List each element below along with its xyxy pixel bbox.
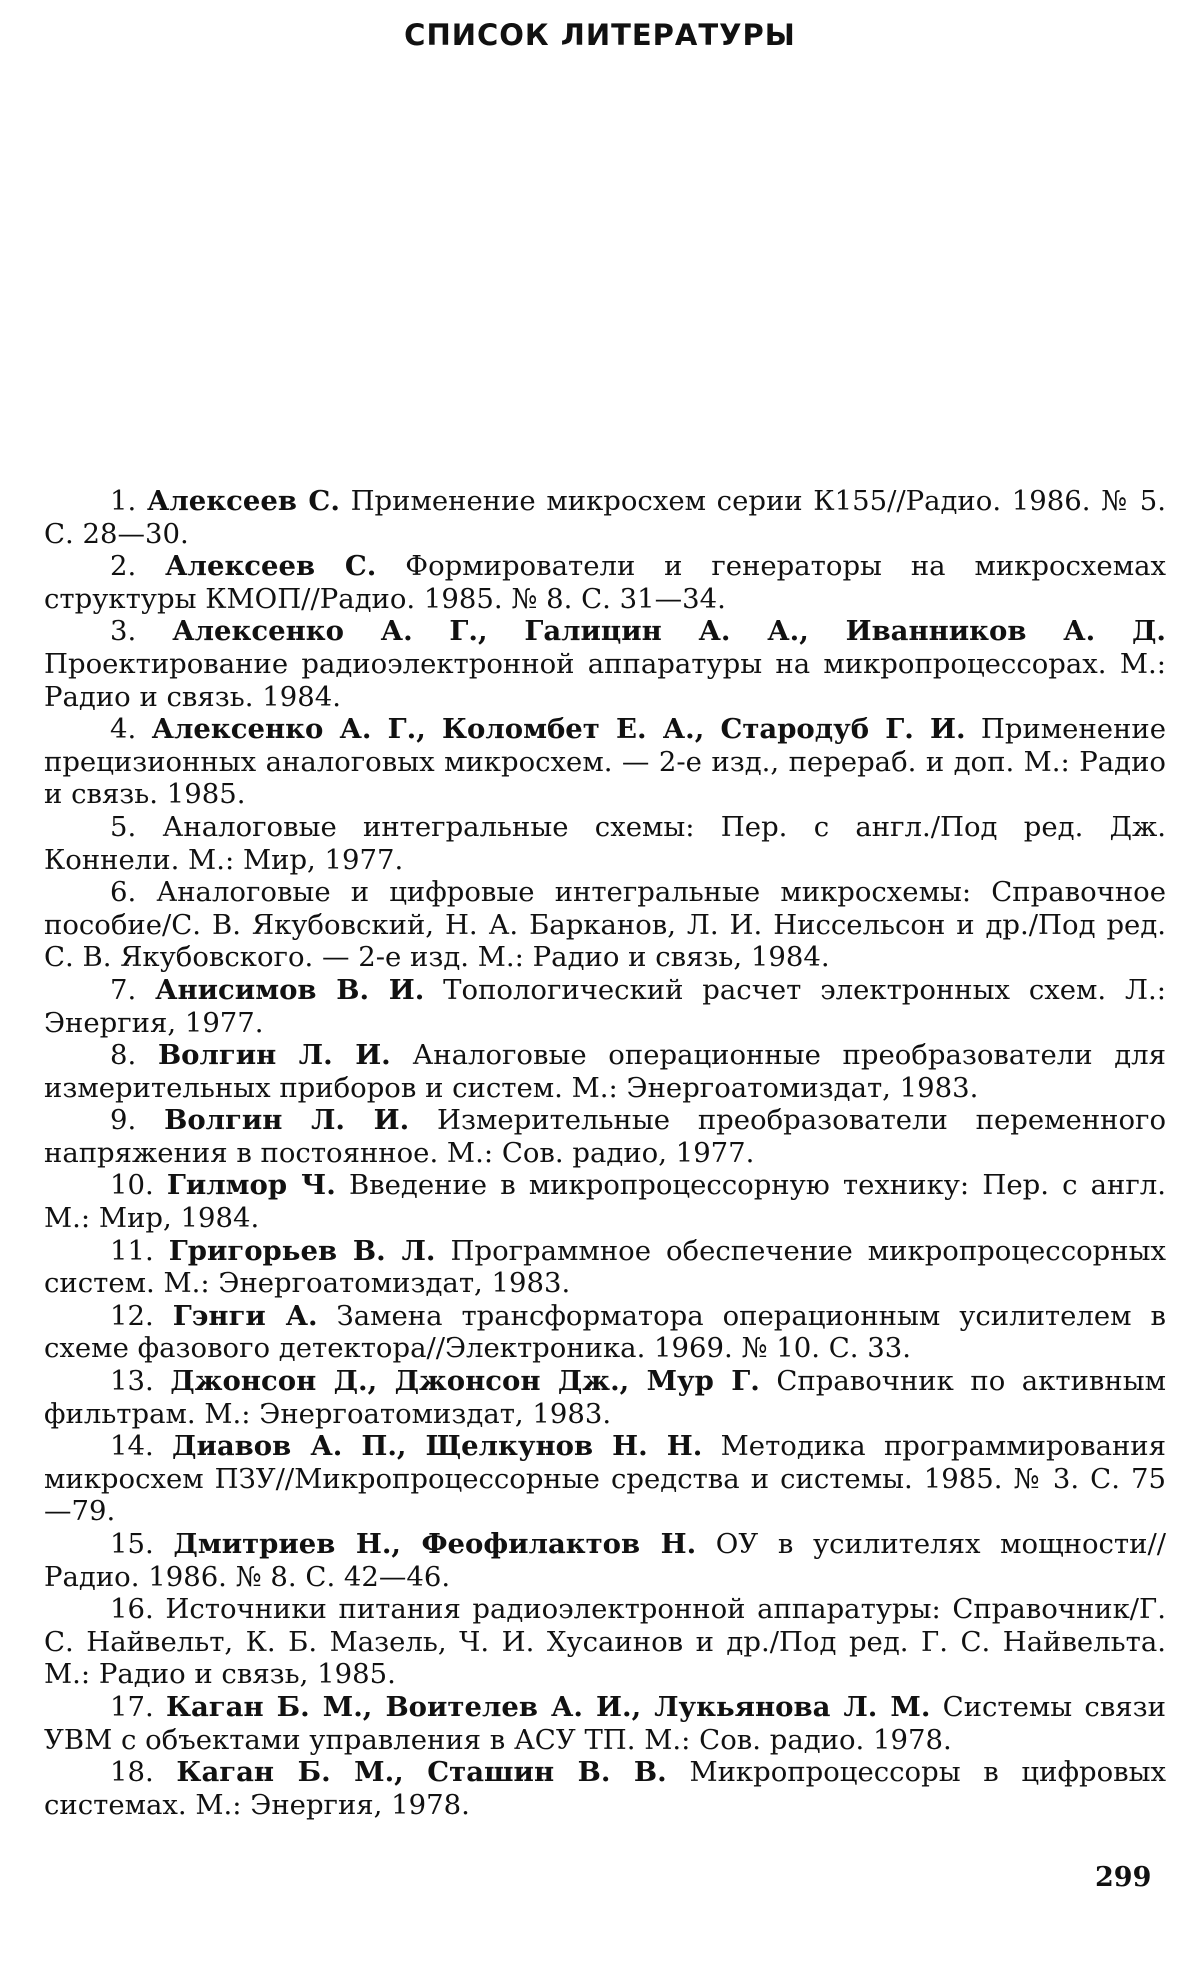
reference-authors: Волгин Л. И. xyxy=(157,1039,391,1072)
reference-authors: Алексенко А. Г., Галицин А. А., Иванников А. Д. xyxy=(172,615,1167,648)
reference-item xyxy=(44,1169,1166,1234)
reference-number: 11. xyxy=(110,1234,154,1267)
reference-authors: Каган Б. М., Сташин В. В. xyxy=(176,1756,667,1789)
reference-item xyxy=(44,1430,1166,1528)
reference-authors: Алексеев С. xyxy=(146,485,340,517)
reference-item xyxy=(44,974,1166,1039)
reference-number: 6. xyxy=(110,876,137,909)
reference-authors: Алексенко А. Г., Коломбет Е. А., Стародуб Г. И. xyxy=(151,713,966,746)
reference-authors: Алексеев С. xyxy=(165,550,377,583)
reference-item xyxy=(44,1528,1166,1593)
reference-text: Применение микросхем серии К155//Радио. 1986. № 5. С. 28—30. xyxy=(44,485,1167,550)
reference-number: 14. xyxy=(110,1430,154,1463)
reference-text: ОУ в усилителях мощности// Радио. 1986. № 8. С. 42—46. xyxy=(44,1528,1166,1593)
page-number: 299 xyxy=(1095,1862,1152,1893)
reference-number: 15. xyxy=(110,1528,154,1560)
reference-text: Аналоговые операционные преобразователи для измерительных приборов и систем. М.: Энергоатомиздат, 1983. xyxy=(44,1039,1166,1104)
reference-text: Программное обеспечение микропроцессорных систем. М.: Энергоатомиздат, 1983. xyxy=(44,1234,1166,1300)
reference-text: Введение в микропроцессорную технику: Пер. с англ. М.: Мир, 1984. xyxy=(44,1169,1166,1235)
reference-authors: Гэнги А. xyxy=(172,1299,318,1332)
reference-number: 2. xyxy=(110,550,137,583)
reference-item xyxy=(44,550,1166,615)
reference-number: 4. xyxy=(110,713,137,746)
reference-number: 17. xyxy=(110,1690,154,1723)
page-title: СПИСОК ЛИТЕРАТУРЫ xyxy=(404,18,796,52)
reference-item xyxy=(44,1300,1166,1365)
reference-text: Источники питания радиоэлектронной аппаратуры: Справочник/Г. С. Найвельт, К. Б. Мазель, Ч. И. Хусаинов и др./Под ред. Г. С. Найвельта. М.: Радио и связь, 1985. xyxy=(44,1593,1166,1691)
reference-text: Замена трансформатора операционным усилителем в схеме фазового детектора//Электроника. 1969. № 10. С. 33. xyxy=(44,1299,1166,1365)
reference-text: Методика программирования микросхем ПЗУ//Микропроцессорные средства и системы. 1985. № 3. С. 75—79. xyxy=(44,1430,1166,1528)
reference-authors: Диавов А. П., Щелкунов Н. Н. xyxy=(172,1430,703,1463)
reference-item xyxy=(44,1593,1166,1691)
reference-authors: Дмитриев Н., Феофилактов Н. xyxy=(173,1528,697,1560)
reference-text: Микропроцессоры в цифровых системах. М.: Энергия, 1978. xyxy=(44,1756,1167,1821)
reference-number: 18. xyxy=(110,1756,154,1789)
reference-number: 8. xyxy=(110,1039,137,1072)
reference-number: 1. xyxy=(110,485,137,517)
reference-number: 10. xyxy=(110,1169,154,1202)
reference-number: 12. xyxy=(110,1299,154,1332)
reference-text: Проектирование радиоэлектронной аппаратуры на микропроцессорах. М.: Радио и связь. 1984. xyxy=(44,647,1166,713)
reference-number: 7. xyxy=(110,973,137,1006)
reference-list xyxy=(44,485,1166,1821)
reference-authors: Волгин Л. И. xyxy=(164,1104,410,1137)
reference-text: Топологический расчет электронных схем. Л.: Энергия, 1977. xyxy=(44,973,1166,1039)
reference-item xyxy=(44,615,1166,713)
reference-item xyxy=(44,485,1166,550)
reference-item xyxy=(44,876,1166,974)
reference-number: 13. xyxy=(110,1365,154,1398)
reference-number: 9. xyxy=(110,1104,137,1137)
reference-authors: Григорьев В. Л. xyxy=(168,1234,436,1267)
reference-authors: Гилмор Ч. xyxy=(166,1169,336,1202)
reference-text: Системы связи УВМ с объектами управления в АСУ ТП. М.: Сов. радио. 1978. xyxy=(44,1690,1166,1756)
reference-authors: Каган Б. М., Воителев А. И., Лукьянова Л. М. xyxy=(165,1690,931,1723)
reference-text: Формирователи и генераторы на микросхемах структуры КМОП//Радио. 1985. № 8. С. 31—34. xyxy=(44,550,1166,615)
reference-item xyxy=(44,1756,1166,1821)
reference-text: Аналоговые и цифровые интегральные микросхемы: Справочное пособие/С. В. Якубовский, Н. А. Барканов, Л. И. Ниссельсон и др./Под ред. С. В. Якубовского. — 2-е изд. М.: Радио и связь, 1984. xyxy=(44,876,1167,974)
reference-item xyxy=(44,811,1166,876)
reference-number: 16. xyxy=(110,1593,154,1626)
reference-item xyxy=(44,1039,1166,1104)
reference-authors: Анисимов В. И. xyxy=(155,973,425,1006)
reference-item xyxy=(44,1365,1166,1430)
reference-item xyxy=(44,1104,1166,1169)
reference-text: Измерительные преобразователи переменного напряжения в постоянное. М.: Сов. радио, 1977. xyxy=(44,1104,1166,1169)
reference-number: 5. xyxy=(110,810,137,843)
reference-item xyxy=(44,713,1166,811)
reference-item xyxy=(44,1691,1166,1756)
reference-authors: Джонсон Д., Джонсон Дж., Мур Г. xyxy=(170,1365,760,1398)
reference-number: 3. xyxy=(110,615,137,648)
reference-text: Применение прецизионных аналоговых микросхем. — 2-е изд., перераб. и доп. М.: Радио и связь. 1985. xyxy=(44,713,1166,811)
reference-item xyxy=(44,1235,1166,1300)
reference-text: Аналоговые интегральные схемы: Пер. с англ./Под ред. Дж. Коннели. М.: Мир, 1977. xyxy=(44,810,1166,876)
reference-text: Справочник по активным фильтрам. М.: Энергоатомиздат, 1983. xyxy=(44,1365,1167,1430)
